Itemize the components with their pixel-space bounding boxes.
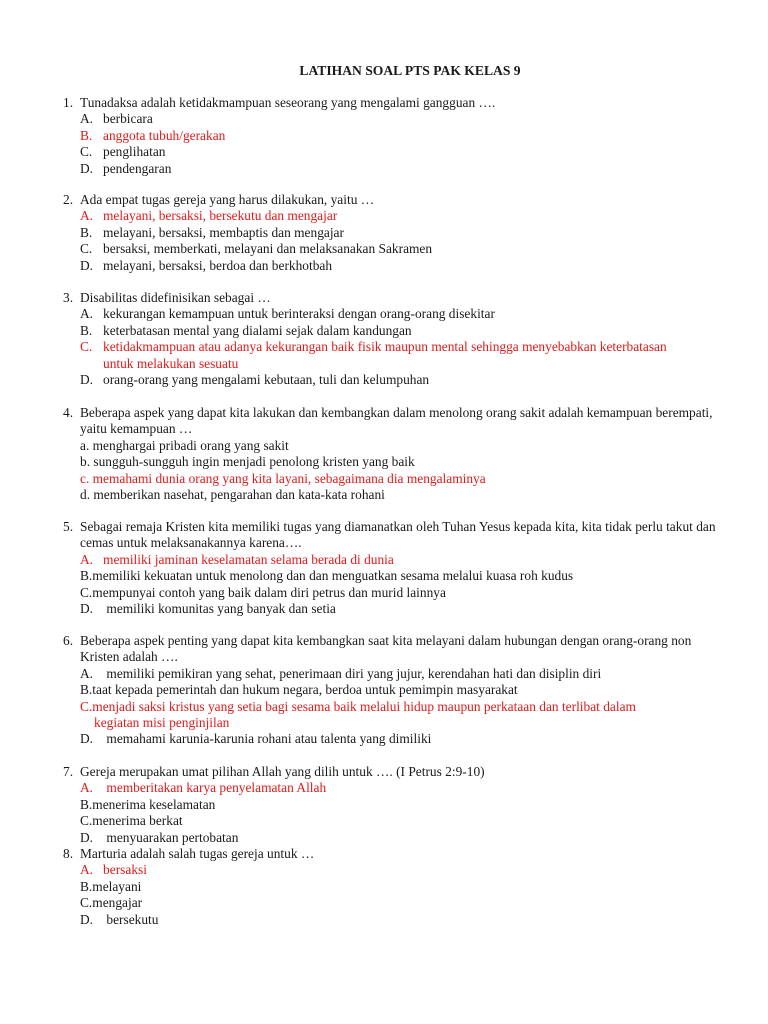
option-a-answer: A. memiliki jaminan keselamatan selama berada di dunia — [80, 551, 394, 567]
question-text: Beberapa aspek yang dapat kita lakukan dan kembangkan dalam menolong orang sakit adalah kemampuan berempati, yaitu kemampuan … — [80, 405, 713, 437]
option-b: b. sungguh-sungguh ingin menjadi penolong kristen yang baik — [80, 454, 415, 470]
option-c: C. bersaksi, memberkati, melayani dan melaksanakan Sakramen — [80, 241, 433, 257]
option-d: d. memberikan nasehat, pengarahan dan kata-kata rohani — [80, 487, 385, 503]
option-c-answer: C. ketidakmampuan atau adanya kekurangan baik fisik maupun mental sehingga menyebabkan keterbatasan untuk melakukan sesuatu — [80, 339, 667, 371]
question-text: Marturia adalah salah tugas gereja untuk … — [80, 846, 315, 861]
question-number: 4. — [63, 405, 74, 420]
option-a-answer: A. melayani, bersaksi, bersekutu dan mengajar — [80, 208, 338, 224]
option-b: B.melayani — [80, 878, 142, 894]
question-3 — [63, 290, 733, 388]
option-c-answer: c. memahami dunia orang yang kita layani, sebagaimana dia mengalaminya — [80, 470, 486, 486]
option-b-answer: B. anggota tubuh/gerakan — [80, 127, 226, 143]
option-a-answer: A. bersaksi — [80, 862, 147, 878]
question-number: 2. — [63, 192, 74, 207]
option-b: B. melayani, bersaksi, membaptis dan mengajar — [80, 224, 344, 240]
question-number: 5. — [63, 519, 74, 534]
option-c: C.mengajar — [80, 895, 143, 911]
option-d: D. melayani, bersaksi, berdoa dan berkhotbah — [80, 257, 333, 273]
option-d: D. bersekutu — [80, 911, 159, 927]
option-c: C.menerima berkat — [80, 813, 183, 829]
question-text: Disabilitas didefinisikan sebagai … — [80, 290, 271, 305]
option-c-answer-continued: kegiatan misi penginjilan — [94, 715, 230, 731]
option-a: a. menghargai pribadi orang yang sakit — [80, 437, 289, 453]
option-c-answer: C.menjadi saksi kristus yang setia bagi sesama baik melalui hidup maupun perkataan dan terlibat dalam — [80, 698, 636, 714]
question-number: 8. — [63, 846, 74, 861]
option-a: A. berbicara — [80, 111, 153, 127]
document-title: LATIHAN SOAL PTS PAK KELAS 9 — [299, 63, 521, 78]
option-c: C. penglihatan — [80, 144, 166, 160]
question-1 — [63, 95, 733, 177]
option-d: D. menyuarakan pertobatan — [80, 829, 239, 845]
question-number: 1. — [63, 95, 74, 110]
question-number: 3. — [63, 290, 74, 305]
option-a: A. kekurangan kemampuan untuk berinteraksi dengan orang-orang disekitar — [80, 306, 495, 322]
question-number: 6. — [63, 633, 74, 648]
option-d: D. orang-orang yang mengalami kebutaan, tuli dan kelumpuhan — [80, 372, 430, 388]
question-text: Gereja merupakan umat pilihan Allah yang dilih untuk …. (I Petrus 2:9-10) — [80, 764, 485, 779]
option-d: D. memahami karunia-karunia rohani atau talenta yang dimiliki — [80, 731, 432, 747]
question-8 — [63, 846, 733, 928]
option-b: B.memiliki kekuatan untuk menolong dan dan menguatkan sesama melalui kuasa roh kudus — [80, 568, 574, 584]
question-4 — [63, 405, 733, 503]
option-d: D. pendengaran — [80, 160, 172, 176]
option-a: A. memiliki pemikiran yang sehat, penerimaan diri yang jujur, kerendahan hati dan disiplin diri — [80, 665, 602, 681]
question-text: Ada empat tugas gereja yang harus dilakukan, yaitu … — [80, 192, 375, 207]
question-5 — [63, 519, 733, 617]
question-text: Sebagai remaja Kristen kita memiliki tugas yang diamanatkan oleh Tuhan Yesus kepada kita, kita tidak perlu takut dan cemas untuk melaksanakannya karena…. — [80, 519, 716, 551]
option-b: B.taat kepada pemerintah dan hukum negara, berdoa untuk pemimpin masyarakat — [80, 682, 518, 698]
question-2 — [63, 192, 733, 274]
question-number: 7. — [63, 764, 74, 779]
option-b: B.menerima keselamatan — [80, 796, 216, 812]
question-text: Tunadaksa adalah ketidakmampuan seseorang yang mengalami gangguan …. — [80, 95, 496, 110]
option-d: D. memiliki komunitas yang banyak dan setia — [80, 601, 336, 617]
question-6 — [63, 633, 733, 748]
option-b: B. keterbatasan mental yang dialami sejak dalam kandungan — [80, 322, 412, 338]
question-7 — [63, 764, 733, 846]
option-a-answer: A. memberitakan karya penyelamatan Allah — [80, 780, 327, 796]
question-text: Beberapa aspek penting yang dapat kita kembangkan saat kita melayani dalam hubungan dengan orang-orang non Kristen adalah …. — [80, 633, 692, 665]
option-c: C.mempunyai contoh yang baik dalam diri petrus dan murid lainnya — [80, 584, 446, 600]
